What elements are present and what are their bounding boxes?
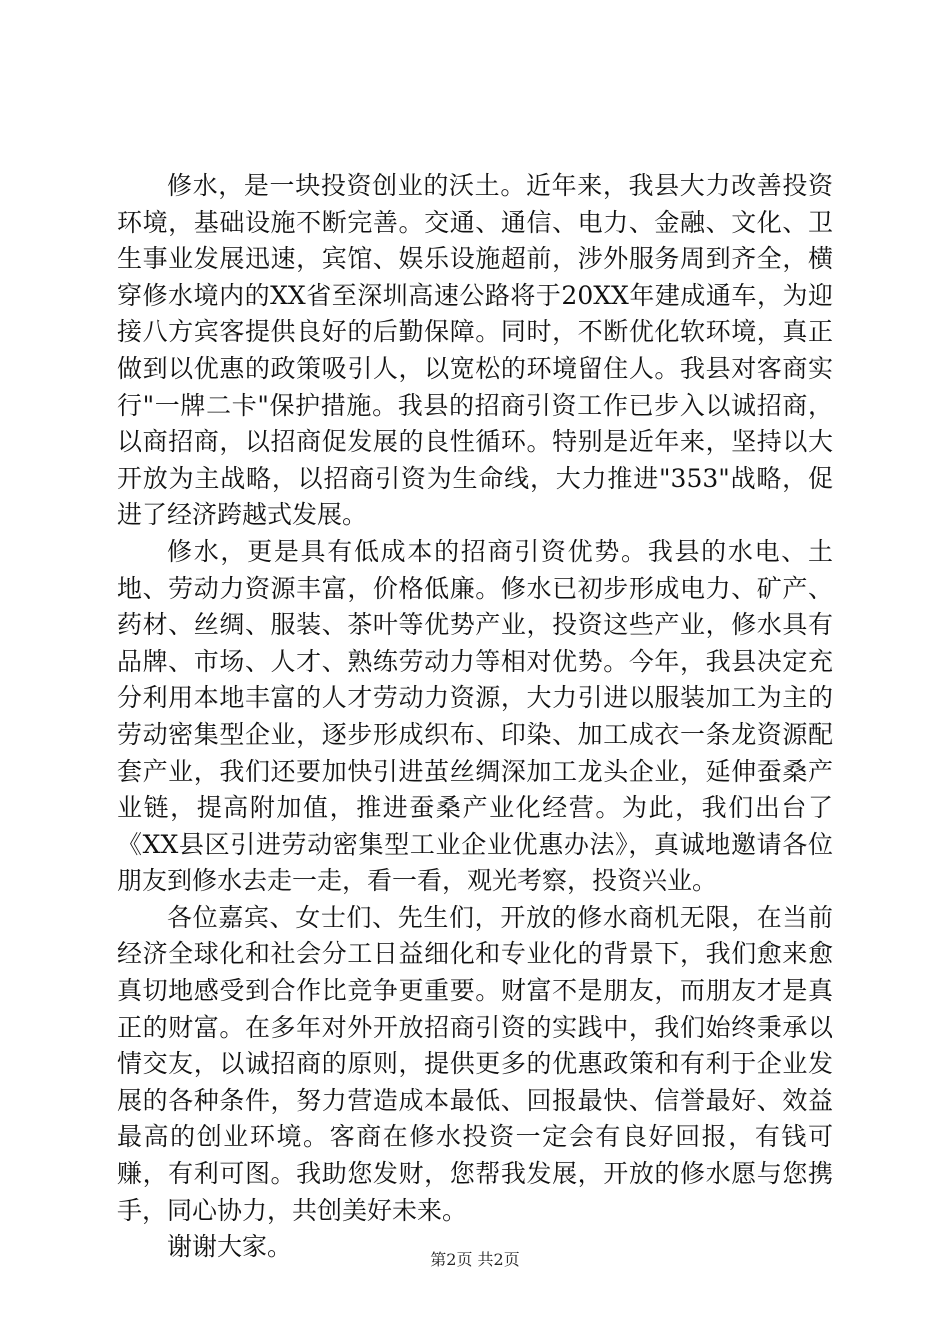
paragraph-low-cost-advantage: 修水，更是具有低成本的招商引资优势。我县的水电、土地、劳动力资源丰富，价格低廉。修水已初步形成电力、矿产、药材、丝绸、服装、茶叶等优势产业，投资这些产业，修水具有品牌、市场、人才、熟练劳动力等相对优势。今年，我县决定充分利用本地丰富的人才劳动力资源，大力引进以服装加工为主的劳动密集型企业，逐步形成织布、印染、加工成衣一条龙资源配套产业，我们还要加快引进茧丝绸深加工龙头企业，延伸蚕桑产业链，提高附加值，推进蚕桑产业化经营。为此，我们出台了《XX县区引进劳动密集型工业企业优惠办法》，真诚地邀请各位朋友到修水去走一走，看一看，观光考察，投资兴业。 <box>117 536 833 896</box>
page-number-footer: 第2页 共2页 <box>430 1250 520 1269</box>
paragraph-thanks: 谢谢大家。 <box>167 1232 293 1262</box>
paragraph-cooperation-invitation: 各位嘉宾、女士们、先生们，开放的修水商机无限，在当前经济全球化和社会分工日益细化和专业化的背景下，我们愈来愈真切地感受到合作比竞争更重要。财富不是朋友，而朋友才是真正的财富。在多年对外开放招商引资的实践中，我们始终秉承以情交友，以诚招商的原则，提供更多的优惠政策和有利于企业发展的各种条件，努力营造成本最低、回报最快、信誉最好、效益最高的创业环境。客商在修水投资一定会有良好回报，有钱可赚，有利可图。我助您发财，您帮我发展，开放的修水愿与您携手，同心协力，共创美好未来。 <box>117 902 833 1225</box>
document-body <box>117 168 833 1266</box>
paragraph-investment-environment: 修水，是一块投资创业的沃土。近年来，我县大力改善投资环境，基础设施不断完善。交通、通信、电力、金融、文化、卫生事业发展迅速，宾馆、娱乐设施超前，涉外服务周到齐全，横穿修水境内的XX省至深圳高速公路将于20XX年建成通车，为迎接八方宾客提供良好的后勤保障。同时，不断优化软环境，真正做到以优惠的政策吸引人，以宽松的环境留住人。我县对客商实行"一牌二卡"保护措施。我县的招商引资工作已步入以诚招商，以商招商，以招商促发展的良性循环。特别是近年来，坚持以大开放为主战略，以招商引资为生命线，大力推进"353"战略，促进了经济跨越式发展。 <box>117 171 833 530</box>
